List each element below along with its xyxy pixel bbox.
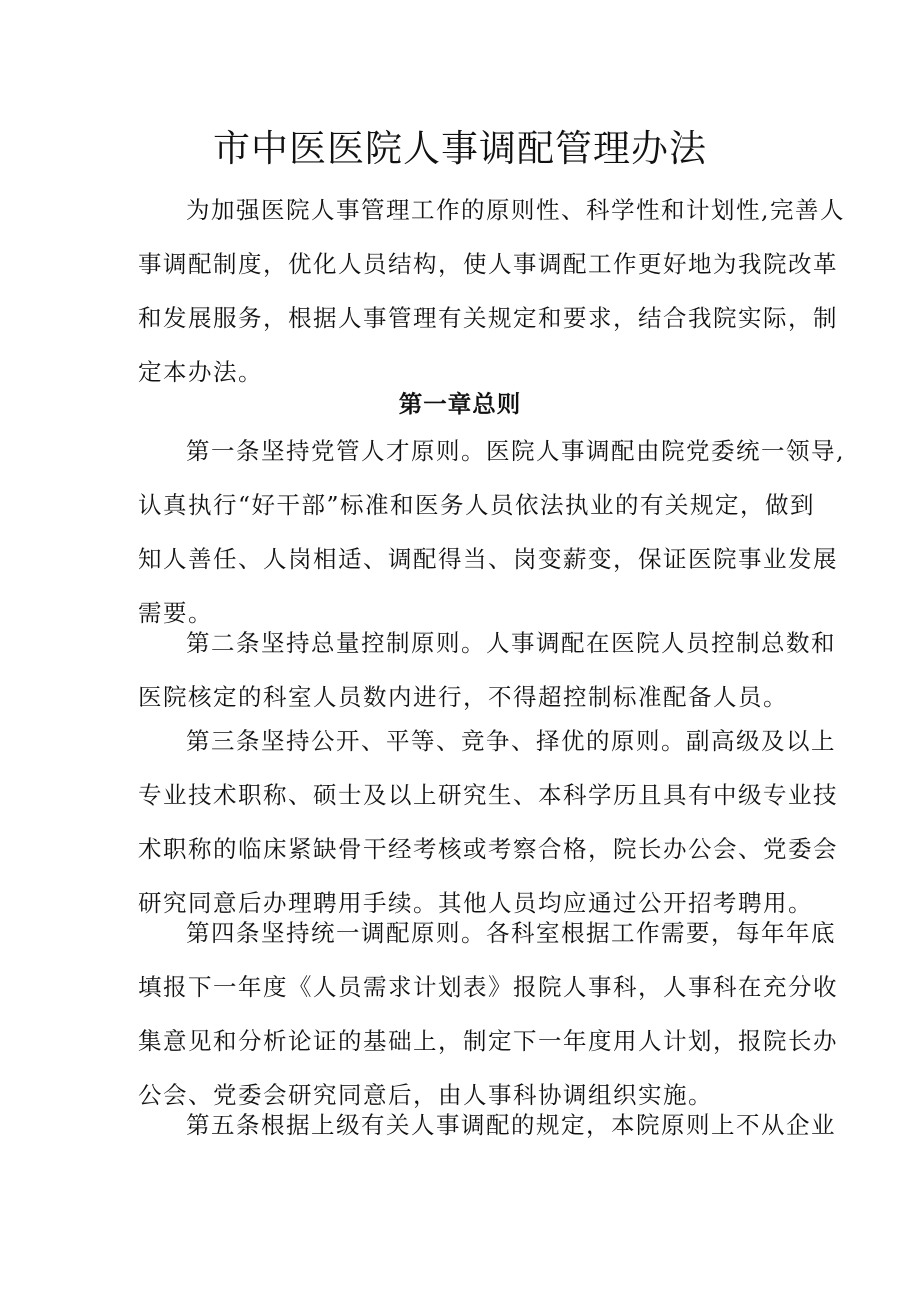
paragraph-line: 术职称的临床紧缺骨干经考核或考察合格，院长办公会、党委会 bbox=[138, 835, 838, 863]
article-3-paragraph bbox=[138, 714, 838, 930]
chapter-heading: 第一章总则 bbox=[398, 390, 522, 418]
article-1-paragraph bbox=[138, 424, 845, 640]
paragraph-line: 研究同意后办理聘用手续。其他人员均应通过公开招考聘用。 bbox=[138, 889, 813, 917]
paragraph-line: 第四条坚持统一调配原则。各科室根据工作需要，每年年底 bbox=[186, 919, 836, 947]
paragraph-line: 集意见和分析论证的基础上，制定下一年度用人计划，报院长办 bbox=[138, 1027, 838, 1055]
paragraph-line: 事调配制度，优化人员结构，使人事调配工作更好地为我院改革 bbox=[138, 250, 838, 278]
article-2-paragraph bbox=[138, 616, 836, 724]
paragraph-line: 医院核定的科室人员数内进行，不得超控制标准配备人员。 bbox=[138, 683, 788, 711]
paragraph-line: 专业技术职称、硕士及以上研究生、本科学历且具有中级专业技 bbox=[138, 781, 838, 809]
paragraph-line: 知人善任、人岗相适、调配得当、岗变薪变，保证医院事业发展 bbox=[138, 545, 838, 573]
paragraph-line: 认真执行“好干部”标准和医务人员依法执业的有关规定，做到 bbox=[138, 491, 816, 519]
paragraph-line: 第二条坚持总量控制原则。人事调配在医院人员控制总数和 bbox=[186, 629, 836, 657]
paragraph-line: 第五条根据上级有关人事调配的规定，本院原则上不从企业 bbox=[186, 1111, 836, 1139]
paragraph-line: 为加强医院人事管理工作的原则性、科学性和计划性,完善人 bbox=[186, 196, 845, 224]
paragraph-line: 第三条坚持公开、平等、竞争、择优的原则。副高级及以上 bbox=[186, 727, 836, 755]
document-title: 市中医医院人事调配管理办法 bbox=[213, 127, 707, 170]
paragraph-line: 需要。 bbox=[138, 599, 213, 627]
paragraph-line: 公会、党委会研究同意后，由人事科协调组织实施。 bbox=[138, 1081, 713, 1109]
article-4-paragraph bbox=[138, 906, 838, 1122]
paragraph-line: 定本办法。 bbox=[138, 358, 263, 386]
paragraph-line: 填报下一年度《人员需求计划表》报院人事科，人事科在充分收 bbox=[138, 973, 838, 1001]
article-5-paragraph bbox=[138, 1098, 836, 1152]
intro-paragraph bbox=[138, 183, 845, 399]
paragraph-line: 和发展服务，根据人事管理有关规定和要求，结合我院实际，制 bbox=[138, 304, 838, 332]
paragraph-line: 第一条坚持党管人才原则。医院人事调配由院党委统一领导, bbox=[186, 437, 845, 465]
